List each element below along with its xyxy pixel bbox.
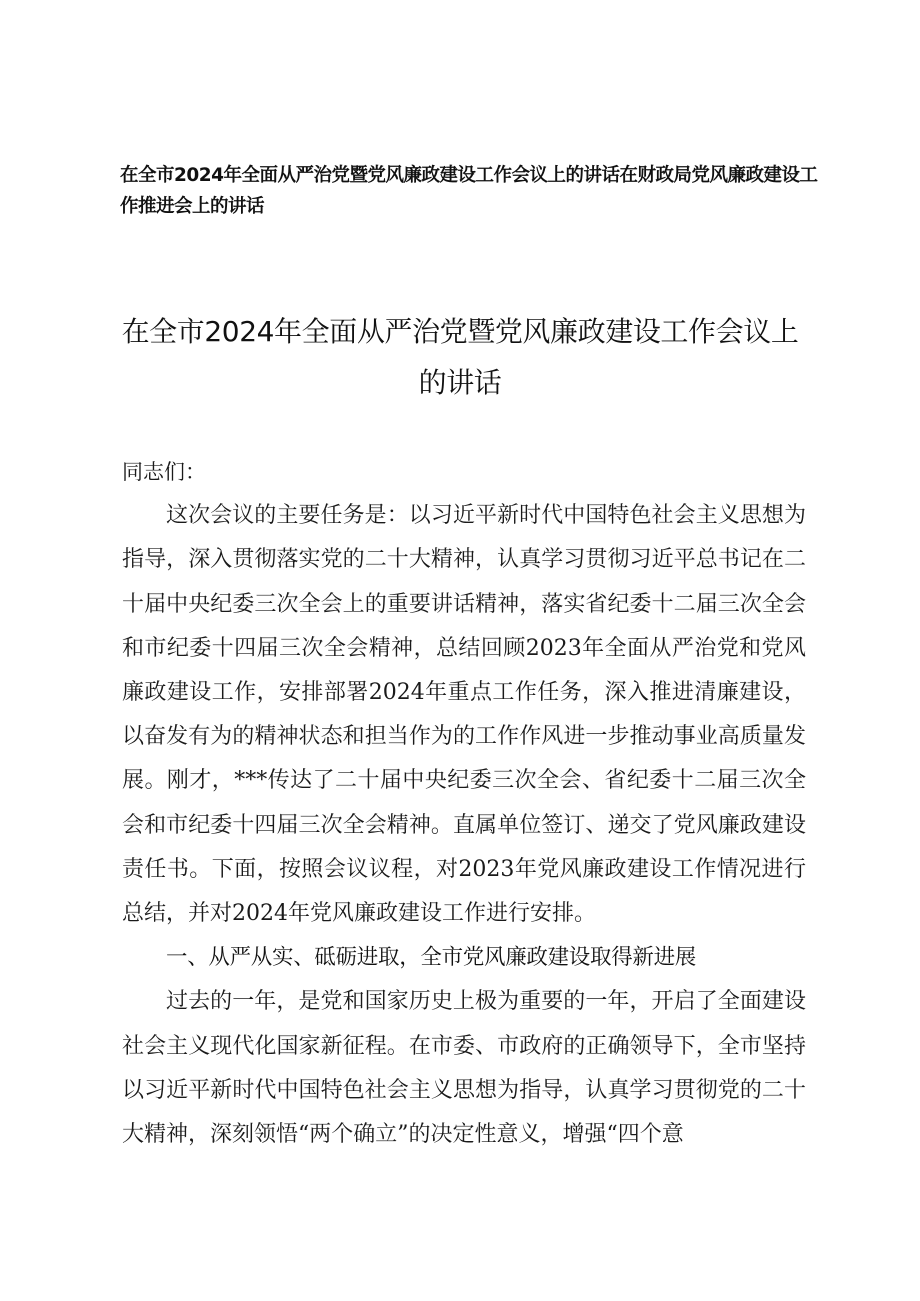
salutation: 同志们： (122, 460, 206, 484)
paragraph-intro: 这次会议的主要任务是：以习近平新时代中国特色社会主义思想为指导，深入贯彻落实党的二十大精神，认真学习贯彻习近平总书记在二十届中央纪委三次全会上的重要讲话精神，落实省纪委十二届三次全会和市纪委十四届三次全会精神，总结回顾2023年全面从严治党和党风廉政建设工作，安排部署2024年重点工作任务，深入推进清廉建设，以奋发有为的精神状态和担当作为的工作作风进一步推动事业高质量发展。刚才，***传达了二十届中央纪委三次全会、省纪委十二届三次全会和市纪委十四届三次全会精神。直属单位签订、递交了党风廉政建设责任书。下面，按照会议议程，对2023年党风廉政建设工作情况进行总结，并对2024年党风廉政建设工作进行安排。 (122, 503, 806, 927)
document-body (122, 450, 806, 1157)
document-header: 在全市2024年全面从严治党暨党风廉政建设工作会议上的讲话在财政局党风廉政建设工作推进会上的讲话 (120, 165, 818, 217)
speech-title: 在全市2024年全面从严治党暨党风廉政建设工作会议上的讲话 (121, 315, 799, 399)
section-heading-1: 一、从严从实、砥砺进取，全市党风廉政建设取得新进展 (166, 945, 697, 971)
paragraph-review: 过去的一年，是党和国家历史上极为重要的一年，开启了全面建设社会主义现代化国家新征程。在市委、市政府的正确领导下，全市坚持以习近平新时代中国特色社会主义思想为指导，认真学习贯彻党的二十大精神，深刻领悟“两个确立”的决定性意义，增强“四个意 (122, 989, 806, 1148)
